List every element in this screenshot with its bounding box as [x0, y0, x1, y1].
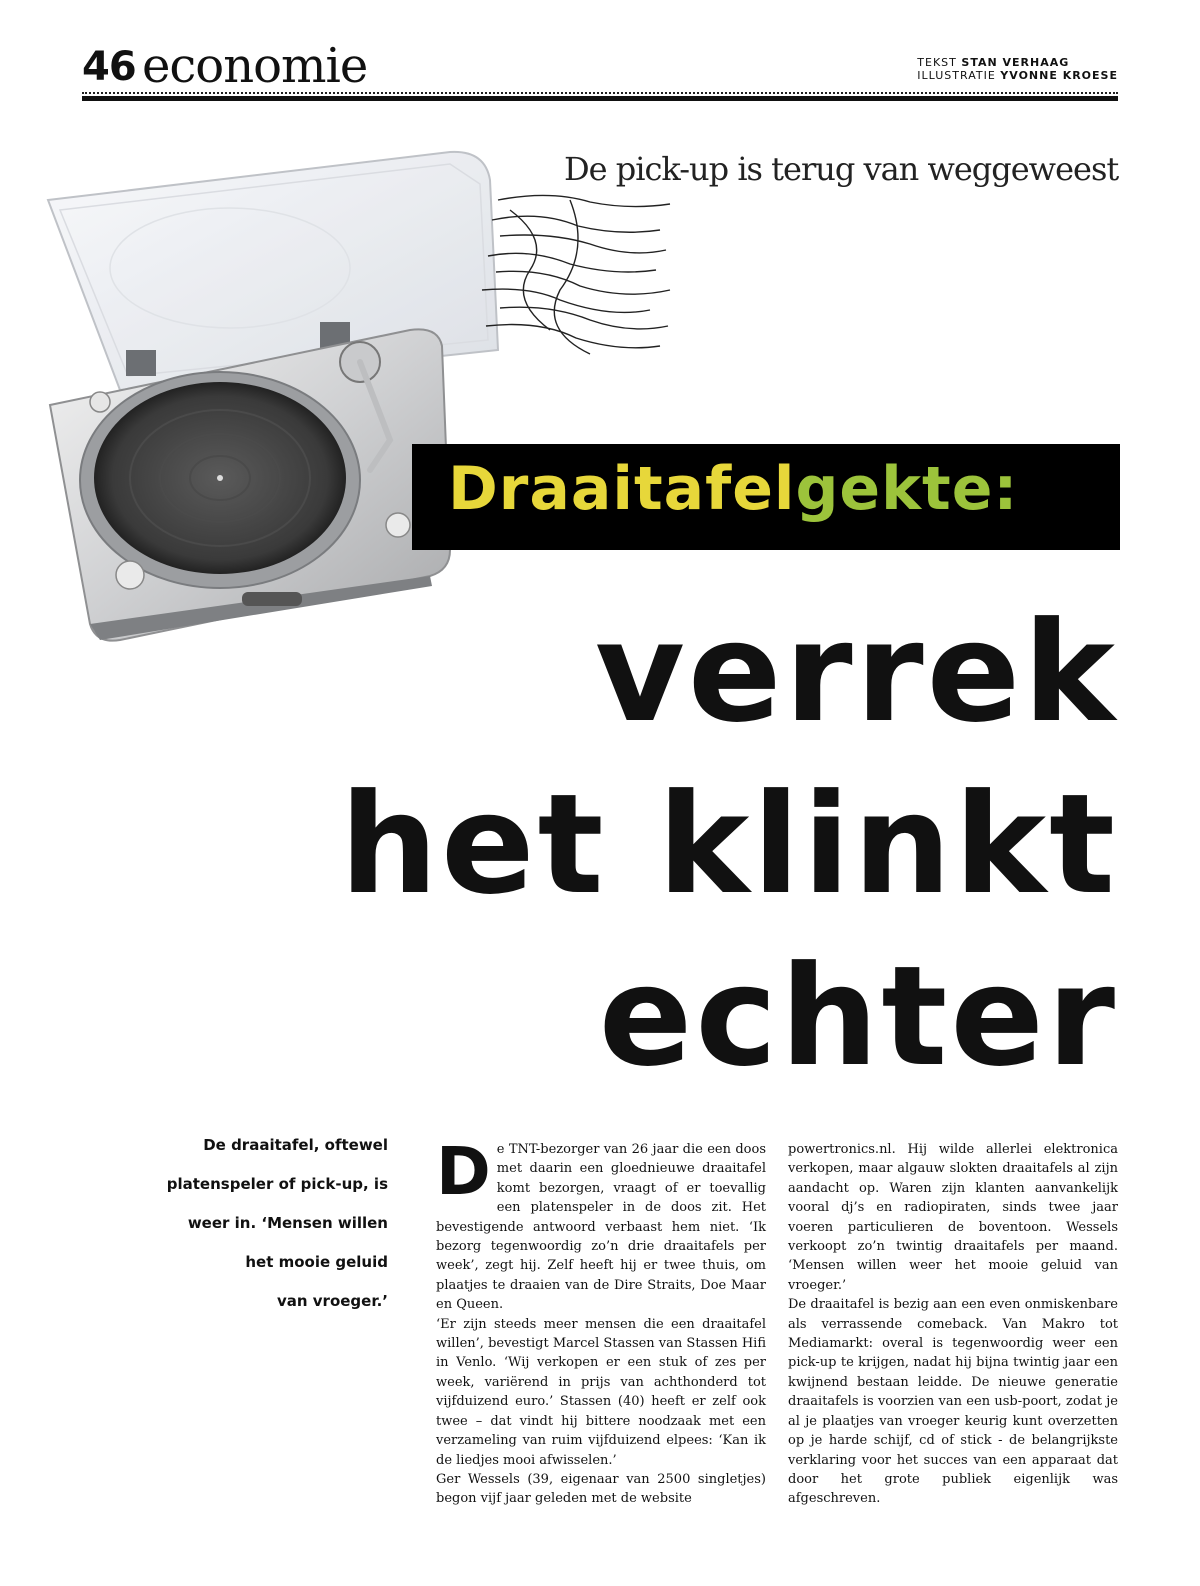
- page-number: 46: [82, 44, 136, 90]
- headline-line1: verrek: [594, 592, 1118, 753]
- headline-line2: het klinkt: [339, 764, 1118, 925]
- page-header: [82, 38, 1118, 94]
- headline-part1: Draaitafel: [448, 454, 796, 524]
- illustration-label: ILLUSTRATIE: [917, 69, 996, 82]
- body-paragraph: powertronics.nl. Hij wilde allerlei elektronica verkopen, maar algauw slokten draaitafels al zijn aandacht op. Waren zijn klanten aanvankelijk vooral dj’s en radiopiraten, sinds twee jaar voeren particulieren de boventoon. Wessels verkoopt zo’n twintig draaitafels per maand. ‘Mensen willen weer het mooie geluid van vroeger.’: [788, 1142, 1118, 1293]
- body-paragraph: De draaitafel is bezig aan een even onmiskenbare als verrassende comeback. Van Makro tot Mediamarkt: overal is tegenwoordig weer een pick-up te krijgen, nadat hij bijna twintig jaar een kwijnend bestaan leidde. De nieuwe generatie draaitafels is voorzien van een usb-poort, zodat je al je plaatjes van vroeger keurig kunt overzetten op je harde schijf, cd of stick - de belangrijkste verklaring voor het succes van een apparaat dat door het grote publiek eigenlijk was afgeschreven.: [788, 1297, 1118, 1507]
- body-column-2: [788, 1140, 1118, 1509]
- body-column-1: [436, 1133, 766, 1509]
- illustration-author: YVONNE KROESE: [1000, 69, 1118, 82]
- header-dotted-rule: [82, 92, 1118, 94]
- headline-line3: echter: [598, 936, 1118, 1097]
- turntable-illustration: [30, 140, 680, 660]
- section-title: economie: [142, 38, 368, 94]
- body-paragraph: ‘Er zijn steeds meer mensen die een draaitafel willen’, bevestigt Marcel Stassen van Stassen Hifi in Venlo. ‘Wij verkopen er een stuk of zes per week, variërend in prijs van achthonderd tot vijfduizend euro.’ Stassen (40) heeft er zelf ook twee – dat vindt hij bittere noodzaak met een verzameling van ruim vijfduizend elpees: ‘Kan ik de liedjes mooi afwisselen.’: [436, 1316, 766, 1468]
- text-label: TEKST: [917, 56, 957, 69]
- body-paragraph: Ger Wessels (39, eigenaar van 2500 singletjes) begon vijf jaar geleden met de website: [436, 1471, 766, 1507]
- intro-line: het mooie geluid: [245, 1253, 388, 1271]
- headline-banner: [448, 454, 1018, 524]
- intro-line: weer in. ‘Mensen willen: [187, 1214, 388, 1232]
- drop-cap: D: [436, 1133, 491, 1210]
- intro-line: van vroeger.’: [276, 1292, 388, 1310]
- sound-lines: [482, 195, 670, 354]
- text-author: STAN VERHAAG: [961, 56, 1070, 69]
- intro: [130, 1126, 388, 1321]
- headline-part2: gekte:: [795, 454, 1019, 524]
- header-rule: [82, 96, 1118, 101]
- credits: [917, 56, 1118, 82]
- body-paragraph: e TNT-bezorger van 26 jaar die een doos met daarin een gloednieuwe draaitafel komt bezorgen, vraagt of er toevallig een platenspeler in de doos zit. Het bevestigende antwoord verbaast hem niet. ‘Ik bezorg tegenwoordig zo’n drie draaitafels per week’, zegt hij. Zelf heeft hij er twee thuis, om plaatjes te draaien van de Dire Straits, Doe Maar en Queen.: [436, 1142, 766, 1313]
- intro-line: De draaitafel, oftewel: [203, 1136, 388, 1154]
- intro-line: platenspeler of pick-up, is: [166, 1175, 388, 1193]
- kicker: De pick-up is terug van weggeweest: [564, 150, 1119, 188]
